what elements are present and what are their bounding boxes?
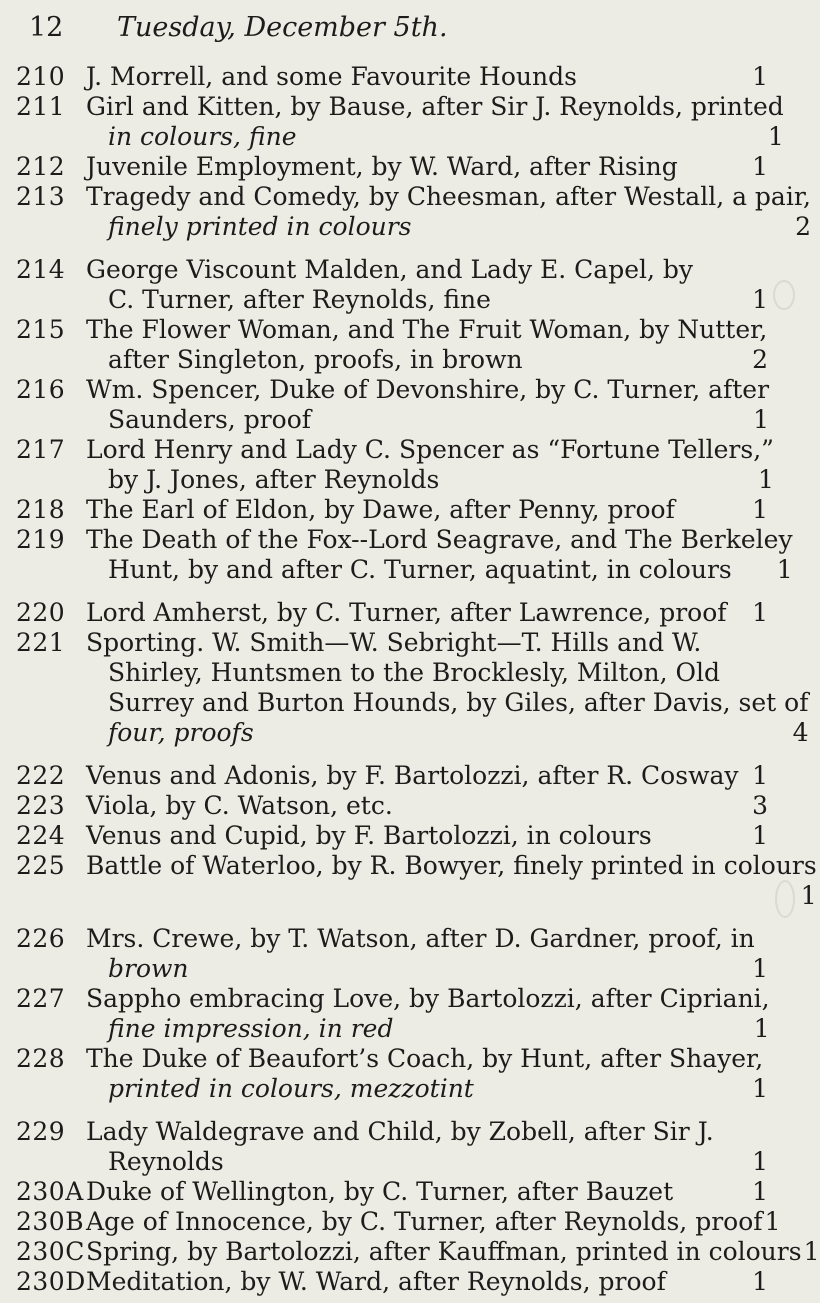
lot-description: [86, 791, 768, 821]
lot-quantity: 1: [767, 122, 784, 151]
description-text: finely printed in colours: [108, 212, 412, 241]
lot-quantity: 3: [752, 791, 768, 820]
description-text: Venus and Cupid, by F. Bartolozzi, in colours: [86, 821, 652, 850]
lot-entry: [16, 761, 768, 791]
description-line: [86, 761, 768, 791]
lot-quantity: 1: [752, 1267, 768, 1296]
description-line: [86, 92, 784, 122]
lot-number: 213: [16, 182, 66, 211]
description-line: [86, 1267, 768, 1297]
description-text: Sappho embracing Love, by Bartolozzi, after Cipriani,: [86, 984, 770, 1013]
lot-description: [86, 375, 769, 435]
lot-quantity: 1: [776, 555, 793, 584]
description-line: [86, 954, 768, 984]
lot-entry: [16, 62, 768, 92]
lot-number: 230C: [16, 1237, 85, 1266]
description-line: [86, 1237, 820, 1267]
lot-description: [86, 598, 768, 628]
description-line: [86, 255, 768, 285]
lot-description: [86, 182, 811, 242]
description-text: printed in colours, mezzotint: [108, 1074, 474, 1103]
description-text: Venus and Adonis, by F. Bartolozzi, after R. Cosway: [86, 761, 739, 790]
description-line: [86, 212, 811, 242]
lot-entry: [16, 851, 817, 911]
description-text: Shirley, Huntsmen to the Brocklesly, Milton, Old: [108, 658, 721, 687]
lot-number: 212: [16, 152, 66, 181]
description-line: [86, 405, 769, 435]
description-line: [86, 881, 817, 911]
lot-description: [86, 628, 808, 748]
lot-number: 224: [16, 821, 66, 850]
lot-quantity: 1: [752, 598, 768, 627]
lot-description: [86, 1237, 820, 1267]
description-text: Hunt, by and after C. Turner, aquatint, in colours: [108, 555, 732, 584]
description-text: Tragedy and Comedy, by Cheesman, after Westall, a pair,: [86, 182, 811, 211]
description-line: [86, 555, 793, 585]
lot-number: 226: [16, 924, 66, 953]
description-text: The Death of the Fox--Lord Seagrave, and The Berkeley: [86, 525, 793, 554]
margin-mark: [773, 280, 795, 310]
lot-number: 214: [16, 255, 66, 284]
description-text: in colours, fine: [108, 122, 297, 151]
description-line: [86, 182, 811, 212]
description-text: Juvenile Employment, by W. Ward, after Rising: [86, 152, 678, 181]
description-line: [86, 598, 768, 628]
description-line: [86, 375, 769, 405]
description-line: [86, 1014, 770, 1044]
page-number: 12: [29, 12, 64, 43]
lot-quantity: 1: [800, 881, 817, 910]
lot-description: [86, 1044, 768, 1104]
lot-entry: [16, 152, 768, 182]
lot-description: [86, 255, 768, 315]
description-text: George Viscount Malden, and Lady E. Capel, by: [86, 255, 694, 284]
lot-number: 218: [16, 495, 66, 524]
description-text: Wm. Spencer, Duke of Devonshire, by C. Turner, after: [86, 375, 770, 404]
description-text: Reynolds: [108, 1147, 224, 1176]
lot-quantity: 2: [752, 345, 768, 374]
description-text: Lady Waldegrave and Child, by Zobell, after Sir J.: [86, 1117, 714, 1146]
lot-number: 230A: [16, 1177, 84, 1206]
lot-number: 221: [16, 628, 66, 657]
lot-quantity: 1: [752, 285, 768, 314]
description-line: [86, 525, 793, 555]
lot-description: [86, 851, 817, 911]
lot-quantity: 1: [752, 495, 768, 524]
lot-quantity: 1: [753, 1014, 770, 1043]
description-text: Meditation, by W. Ward, after Reynolds, proof: [86, 1267, 666, 1296]
lot-entry: [16, 598, 768, 628]
description-text: Age of Innocence, by C. Turner, after Reynolds, proof: [86, 1207, 763, 1236]
lot-entry: [16, 435, 774, 495]
lot-number: 211: [16, 92, 66, 121]
description-text: The Flower Woman, and The Fruit Woman, by Nutter,: [86, 315, 768, 344]
description-text: Sporting. W. Smith—W. Sebright—T. Hills and W.: [86, 628, 702, 657]
description-line: [86, 1207, 781, 1237]
lot-description: [86, 315, 768, 375]
lot-number: 229: [16, 1117, 66, 1146]
description-text: brown: [108, 954, 189, 983]
lot-number: 228: [16, 1044, 66, 1073]
description-text: Spring, by Bartolozzi, after Kauffman, printed in colours: [86, 1237, 802, 1266]
lot-quantity: 1: [752, 761, 768, 790]
description-text: Girl and Kitten, by Bause, after Sir J. Reynolds, printed: [86, 92, 784, 121]
lot-quantity: 4: [792, 718, 809, 747]
spacer: [16, 748, 768, 761]
description-text: fine impression, in red: [108, 1014, 394, 1043]
lot-entry: [16, 1237, 820, 1267]
lot-entry: [16, 1044, 768, 1104]
description-text: Lord Amherst, by C. Turner, after Lawrence, proof: [86, 598, 727, 627]
lot-number: 227: [16, 984, 66, 1013]
description-line: [86, 1147, 768, 1177]
lot-description: [86, 92, 784, 152]
description-text: J. Morrell, and some Favourite Hounds: [86, 62, 577, 91]
description-text: C. Turner, after Reynolds, fine: [108, 285, 491, 314]
description-line: [86, 122, 784, 152]
lot-quantity: 1: [752, 821, 768, 850]
description-line: [86, 1117, 768, 1147]
lot-number: 225: [16, 851, 66, 880]
lot-entry: [16, 1207, 781, 1237]
lot-quantity: 1: [753, 405, 770, 434]
description-line: [86, 315, 768, 345]
description-line: [86, 1044, 768, 1074]
lot-description: [86, 152, 768, 182]
description-line: [86, 435, 774, 465]
lot-entry: [16, 182, 811, 242]
description-line: [86, 791, 768, 821]
lot-description: [86, 984, 770, 1044]
description-text: Battle of Waterloo, by R. Bowyer, finely printed in colours: [86, 851, 817, 880]
description-text: by J. Jones, after Reynolds: [108, 465, 440, 494]
lot-number: 230B: [16, 1207, 85, 1236]
description-line: [86, 465, 774, 495]
description-text: The Duke of Beaufort’s Coach, by Hunt, after Shayer,: [86, 1044, 764, 1073]
description-text: Mrs. Crewe, by T. Watson, after D. Gardner, proof, in: [86, 924, 755, 953]
spacer: [16, 1104, 768, 1117]
description-line: [86, 718, 808, 748]
lot-entry: [16, 525, 793, 585]
lot-entry: [16, 495, 768, 525]
description-line: [86, 821, 768, 851]
lot-quantity: 2: [795, 212, 811, 241]
lot-quantity: 1: [803, 1237, 820, 1266]
lot-description: [86, 62, 768, 92]
lot-number: 217: [16, 435, 66, 464]
lot-entry: [16, 1267, 768, 1297]
description-text: after Singleton, proofs, in brown: [108, 345, 523, 374]
lot-description: [86, 1267, 768, 1297]
description-line: [86, 984, 770, 1014]
description-line: [86, 1074, 768, 1104]
lot-number: 223: [16, 791, 66, 820]
lot-description: [86, 821, 768, 851]
description-line: [86, 62, 768, 92]
lot-description: [86, 761, 768, 791]
spacer: [16, 911, 768, 924]
lot-entry: [16, 821, 768, 851]
lot-quantity: 1: [752, 1074, 768, 1103]
lot-description: [86, 1117, 768, 1177]
lot-number: 215: [16, 315, 66, 344]
lot-entry: [16, 984, 768, 1044]
description-text: Surrey and Burton Hounds, by Giles, after Davis, set of: [108, 688, 809, 717]
spacer: [16, 242, 768, 255]
lot-description: [86, 495, 768, 525]
description-line: [86, 924, 768, 954]
description-text: Lord Henry and Lady C. Spencer as “Fortune Tellers,”: [86, 435, 774, 464]
lot-number: 210: [16, 62, 66, 91]
lot-entry: [16, 255, 768, 315]
lot-quantity: 1: [764, 1207, 781, 1236]
description-text: Saunders, proof: [108, 405, 312, 434]
lot-quantity: 1: [752, 152, 768, 181]
description-line: [86, 345, 768, 375]
lot-quantity: 1: [752, 62, 768, 91]
description-text: The Earl of Eldon, by Dawe, after Penny, proof: [86, 495, 675, 524]
lot-quantity: 1: [752, 1177, 768, 1206]
description-line: [86, 658, 808, 688]
lot-description: [86, 435, 774, 495]
lot-entry: [16, 375, 768, 435]
lot-quantity: 1: [752, 954, 768, 983]
description-line: [86, 628, 808, 658]
margin-mark: [775, 880, 795, 918]
lot-entry: [16, 1177, 768, 1207]
description-line: [86, 495, 768, 525]
lot-entry: [16, 1117, 768, 1177]
description-text: Duke of Wellington, by C. Turner, after Bauzet: [86, 1177, 674, 1206]
lot-description: [86, 525, 793, 585]
description-line: [86, 688, 808, 718]
lot-number: 219: [16, 525, 66, 554]
description-text: Viola, by C. Watson, etc.: [86, 791, 393, 820]
lot-number: 220: [16, 598, 66, 627]
description-text: [108, 881, 799, 911]
description-line: [86, 285, 768, 315]
lot-quantity: 1: [758, 465, 774, 494]
spacer: [16, 585, 768, 598]
lot-entry: [16, 924, 768, 984]
description-text: four, proofs: [108, 718, 254, 747]
lot-list: [16, 62, 820, 1297]
description-line: [86, 1177, 768, 1207]
lot-number: 222: [16, 761, 66, 790]
description-line: [86, 851, 817, 881]
lot-description: [86, 1207, 781, 1237]
lot-entry: [16, 628, 809, 748]
lot-entry: [16, 92, 784, 152]
description-line: [86, 152, 768, 182]
sale-date-heading: Tuesday, December 5th.: [117, 12, 448, 43]
lot-entry: [16, 791, 768, 821]
lot-number: 230D: [16, 1267, 86, 1296]
lot-quantity: 1: [752, 1147, 768, 1176]
lot-description: [86, 1177, 768, 1207]
lot-entry: [16, 315, 768, 375]
lot-description: [86, 924, 768, 984]
lot-number: 216: [16, 375, 66, 404]
